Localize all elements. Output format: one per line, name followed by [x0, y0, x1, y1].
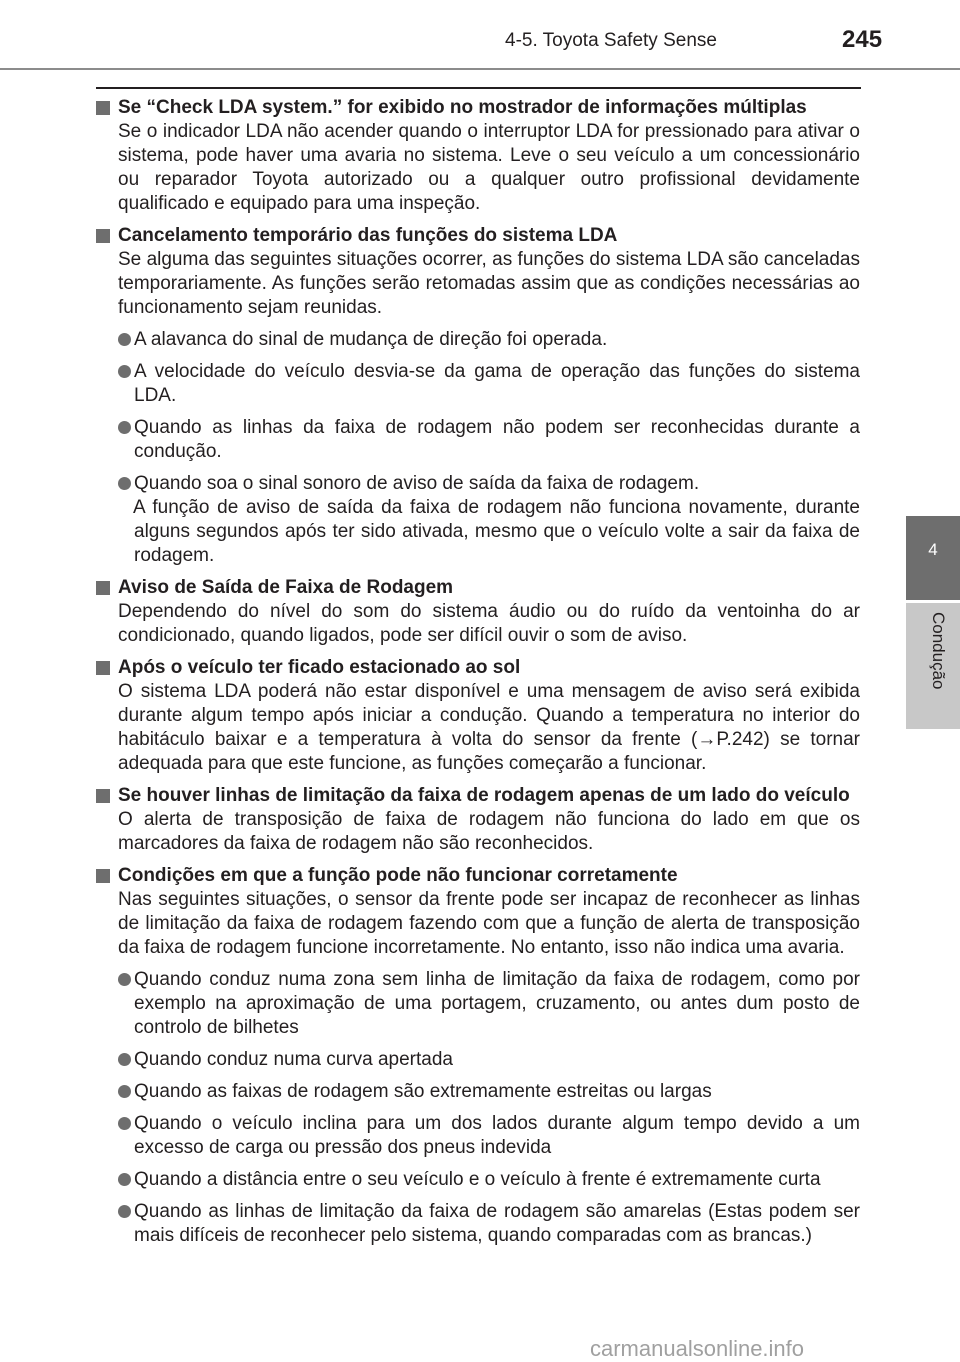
circle-bullet-icon	[118, 1117, 131, 1130]
chapter-label: Condução	[929, 612, 948, 690]
top-rule	[96, 87, 861, 89]
section-heading: Aviso de Saída de Faixa de Rodagem	[96, 576, 860, 600]
header-section-title: 4-5. Toyota Safety Sense	[505, 30, 717, 51]
square-bullet-icon	[96, 869, 110, 883]
section-text: Se o indicador LDA não acender quando o interruptor LDA for pressionado para ativar o sistema, pode haver uma avaria no sistema. Leve o seu veículo a um concessionário ou reparador Toyota autorizado ou a qualquer outro profissional devidamente qualificado e equipado para uma inspeção.	[118, 121, 860, 214]
circle-bullet-icon	[118, 1085, 131, 1098]
watermark: carmanualsonline.info	[590, 1336, 805, 1361]
square-bullet-icon	[96, 229, 110, 243]
square-bullet-icon	[96, 101, 110, 115]
list-item: A velocidade do veículo desvia-se da gama de operação das funções do sistema LDA.	[118, 360, 860, 408]
square-bullet-icon	[96, 581, 110, 595]
section-text: Nas seguintes situações, o sensor da frente pode ser incapaz de reconhecer as linhas de limitação da faixa de rodagem fazendo com que a função de alerta de transposição da faixa de rodagem funcione incorretamente. No entanto, isso não indica uma avaria.	[118, 889, 860, 958]
square-bullet-icon	[96, 661, 110, 675]
page-number: 245	[842, 26, 883, 53]
circle-bullet-icon	[118, 1053, 131, 1066]
section-heading: Cancelamento temporário das funções do sistema LDA	[96, 224, 860, 248]
list-item: Quando as linhas de limitação da faixa de rodagem são amarelas (Estas podem ser mais difíceis de reconhecer pelo sistema, quando comparadas com as brancas.)	[118, 1200, 860, 1248]
circle-bullet-icon	[118, 973, 131, 986]
circle-bullet-icon	[118, 477, 131, 490]
chapter-number: 4	[928, 540, 938, 559]
section-text: O sistema LDA poderá não estar disponível e uma mensagem de aviso será exibida durante algum tempo após iniciar a condução. Quando a temperatura no interior do habitáculo baixar e a temperatura à volta do sensor da frente (→P.242) se tornar adequada para que este funcione, as funções começarão a funcionar.	[118, 681, 860, 774]
list-item: Quando conduz numa zona sem linha de limitação da faixa de rodagem, como por exemplo na aproximação de uma portagem, cruzamento, ou antes dum posto de controlo de bilhetes	[118, 968, 860, 1040]
section-text: Dependendo do nível do som do sistema áudio ou do ruído da ventoinha do ar condicionado, quando ligados, pode ser difícil ouvir o som de aviso.	[118, 601, 860, 646]
section-heading: Se houver linhas de limitação da faixa de rodagem apenas de um lado do veículo	[96, 784, 860, 808]
page-content	[96, 96, 860, 1256]
list-item: Quando as faixas de rodagem são extremamente estreitas ou largas	[118, 1080, 860, 1104]
list-item: A alavanca do sinal de mudança de direção foi operada.	[118, 328, 860, 352]
circle-bullet-icon	[118, 1205, 131, 1218]
list-item: Quando as linhas da faixa de rodagem não podem ser reconhecidas durante a condução.	[118, 416, 860, 464]
section-text: O alerta de transposição de faixa de rodagem não funciona do lado em que os marcadores da faixa de rodagem não são reconhecidos.	[118, 809, 860, 854]
bullet-note: A função de aviso de saída da faixa de rodagem não funciona novamente, durante alguns segundos após ter sido ativada, mesmo que o veículo volte a sair da faixa de rodagem.	[133, 497, 860, 566]
section-text: Se alguma das seguintes situações ocorrer, as funções do sistema LDA são canceladas temporariamente. As funções serão retomadas assim que as condições necessárias ao funcionamento sejam reunidas.	[118, 249, 860, 318]
list-item: Quando conduz numa curva apertada	[118, 1048, 860, 1072]
square-bullet-icon	[96, 789, 110, 803]
section-heading: Condições em que a função pode não funcionar corretamente	[96, 864, 860, 888]
section-heading: Se “Check LDA system.” for exibido no mostrador de informações múltiplas	[96, 96, 860, 120]
list-item: Quando o veículo inclina para um dos lados durante algum tempo devido a um excesso de carga ou pressão dos pneus indevida	[118, 1112, 860, 1160]
header-bar	[0, 0, 960, 70]
circle-bullet-icon	[118, 421, 131, 434]
circle-bullet-icon	[118, 333, 131, 346]
circle-bullet-icon	[118, 1173, 131, 1186]
list-item: Quando soa o sinal sonoro de aviso de saída da faixa de rodagem.	[118, 472, 860, 496]
section-heading: Após o veículo ter ficado estacionado ao sol	[96, 656, 860, 680]
list-item: Quando a distância entre o seu veículo e o veículo à frente é extremamente curta	[118, 1168, 860, 1192]
circle-bullet-icon	[118, 365, 131, 378]
